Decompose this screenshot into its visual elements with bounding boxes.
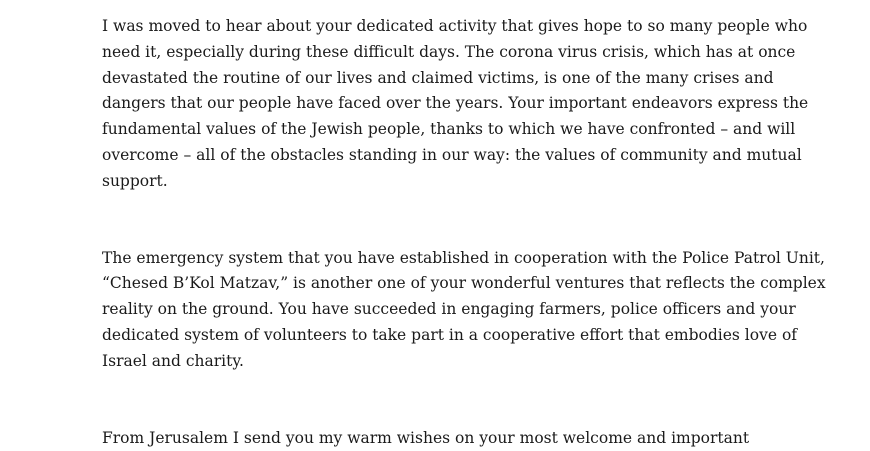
paragraph-line: devastated the routine of our lives and claimed victims, is one of the many crises and <box>102 68 774 87</box>
paragraph-line: Israel and charity. <box>102 351 244 370</box>
paragraph-moved-to-hear <box>102 14 809 195</box>
paragraph-from-jerusalem <box>102 426 802 451</box>
paragraph-emergency-system <box>102 246 826 375</box>
letter-body <box>102 14 826 451</box>
paragraph-line: support. <box>102 171 168 190</box>
paragraph-line: reality on the ground. You have succeeded in engaging farmers, police officers and your <box>102 300 796 319</box>
paragraph-line: The emergency system that you have established in cooperation with the Police Patrol Unit, <box>102 248 825 267</box>
paragraph-line: dedicated system of volunteers to take part in a cooperative effort that embodies love of <box>102 325 798 344</box>
paragraph-line: “Chesed B’Kol Matzav,” is another one of your wonderful ventures that reflects the complex <box>102 274 826 293</box>
paragraph-line: From Jerusalem I send you my warm wishes on your most welcome and important <box>102 428 750 447</box>
paragraph-spacer <box>102 195 802 246</box>
paragraph-spacer <box>102 375 802 426</box>
paragraph-line: I was moved to hear about your dedicated activity that gives hope to so many people who <box>102 17 808 35</box>
paragraph-line: dangers that our people have faced over the years. Your important endeavors express the <box>102 94 809 113</box>
paragraph-line: overcome – all of the obstacles standing in our way: the values of community and mutual <box>102 145 802 164</box>
paragraph-line: fundamental values of the Jewish people, thanks to which we have confronted – and will <box>102 120 796 139</box>
paragraph-line: need it, especially during these difficult days. The corona virus crisis, which has at once <box>102 42 796 61</box>
